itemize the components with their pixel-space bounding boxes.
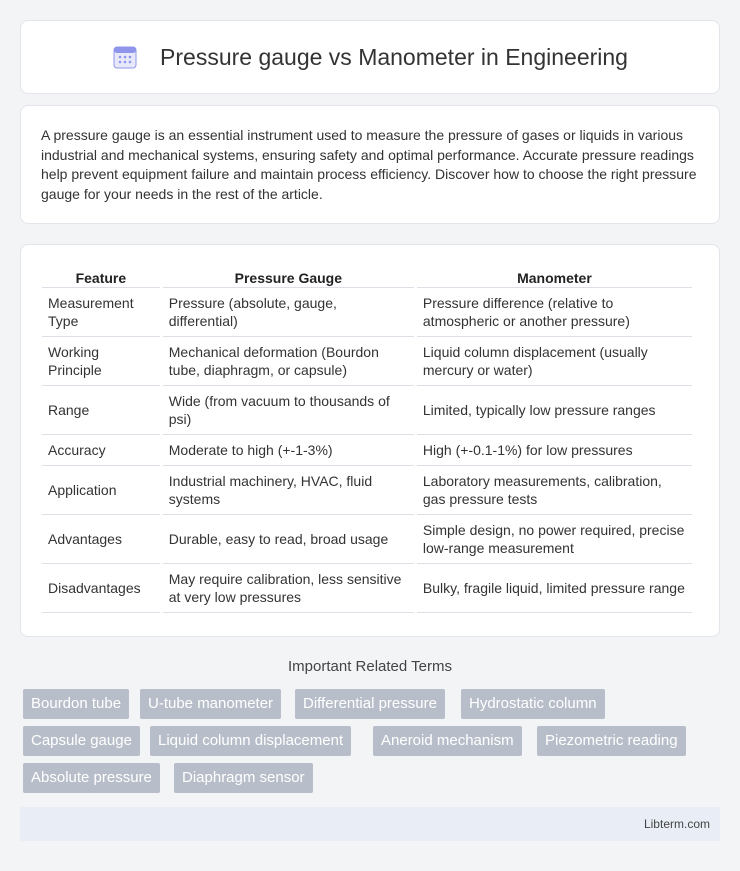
tag-differential-pressure[interactable]: Differential pressure (295, 689, 445, 719)
related-terms-title: Important Related Terms (288, 658, 452, 675)
tag-liquid-column-displacement[interactable]: Liquid column displacement (150, 726, 351, 756)
tag-u-tube-manometer[interactable]: U-tube manometer (140, 689, 281, 719)
footer-site-link[interactable]: Libterm.com (643, 817, 710, 831)
table-cell-gauge: Industrial machinery, HVAC, fluid systems (163, 466, 414, 515)
footer (20, 807, 720, 841)
column-header: Pressure Gauge (163, 265, 414, 288)
table-row (42, 288, 692, 337)
tag-piezometric-reading[interactable]: Piezometric reading (537, 726, 686, 756)
table-cell-feature: Accuracy (42, 435, 160, 466)
intro-card (20, 105, 720, 224)
table-cell-manometer: High (+-0.1-1%) for low pressures (417, 435, 692, 466)
table-cell-feature: Advantages (42, 515, 160, 564)
table-cell-feature: Working Principle (42, 337, 160, 386)
column-header: Manometer (417, 265, 692, 288)
intro-paragraph: A pressure gauge is an essential instrument used to measure the pressure of gases or liquids in various industrial and mechanical systems, ensuring safety and optimal performance. Accurate pressure readings help prevent equipment failure and maintain process efficiency. Discover how to choose the right pressure gauge for your needs in the rest of the article. (41, 127, 697, 202)
table-cell-manometer: Pressure difference (relative to atmospheric or another pressure) (417, 288, 692, 337)
tag-aneroid-mechanism[interactable]: Aneroid mechanism (373, 726, 522, 756)
tag-bourdon-tube[interactable]: Bourdon tube (23, 689, 129, 719)
comparison-table-card (20, 244, 720, 637)
table-row (42, 435, 692, 466)
page-title: Pressure gauge vs Manometer in Engineering (160, 43, 628, 70)
table-cell-gauge: Mechanical deformation (Bourdon tube, diaphragm, or capsule) (163, 337, 414, 386)
tag-hydrostatic-column[interactable]: Hydrostatic column (461, 689, 605, 719)
table-cell-feature: Application (42, 466, 160, 515)
header-inner (112, 44, 628, 71)
table-cell-gauge: May require calibration, less sensitive at very low pressures (163, 564, 414, 613)
tag-diaphragm-sensor[interactable]: Diaphragm sensor (174, 763, 313, 793)
table-cell-gauge: Durable, easy to read, broad usage (163, 515, 414, 564)
tag-capsule-gauge[interactable]: Capsule gauge (23, 726, 140, 756)
table-row (42, 337, 692, 386)
table-row (42, 515, 692, 564)
table-row (42, 564, 692, 613)
header-card (20, 20, 720, 94)
table-row (42, 386, 692, 435)
table-cell-manometer: Bulky, fragile liquid, limited pressure range (417, 564, 692, 613)
table-cell-manometer: Laboratory measurements, calibration, gas pressure tests (417, 466, 692, 515)
table-cell-gauge: Moderate to high (+-1-3%) (163, 435, 414, 466)
table-row (42, 466, 692, 515)
tag-absolute-pressure[interactable]: Absolute pressure (23, 763, 160, 793)
table-cell-feature: Range (42, 386, 160, 435)
comparison-table (39, 265, 695, 613)
table-cell-manometer: Limited, typically low pressure ranges (417, 386, 692, 435)
table-cell-gauge: Pressure (absolute, gauge, differential) (163, 288, 414, 337)
calendar-icon (112, 44, 138, 70)
table-cell-feature: Measurement Type (42, 288, 160, 337)
table-header-row (42, 265, 692, 288)
table-cell-feature: Disadvantages (42, 564, 160, 613)
table-cell-manometer: Simple design, no power required, precise low-range measurement (417, 515, 692, 564)
column-header: Feature (42, 265, 160, 288)
table-cell-gauge: Wide (from vacuum to thousands of psi) (163, 386, 414, 435)
table-cell-manometer: Liquid column displacement (usually mercury or water) (417, 337, 692, 386)
